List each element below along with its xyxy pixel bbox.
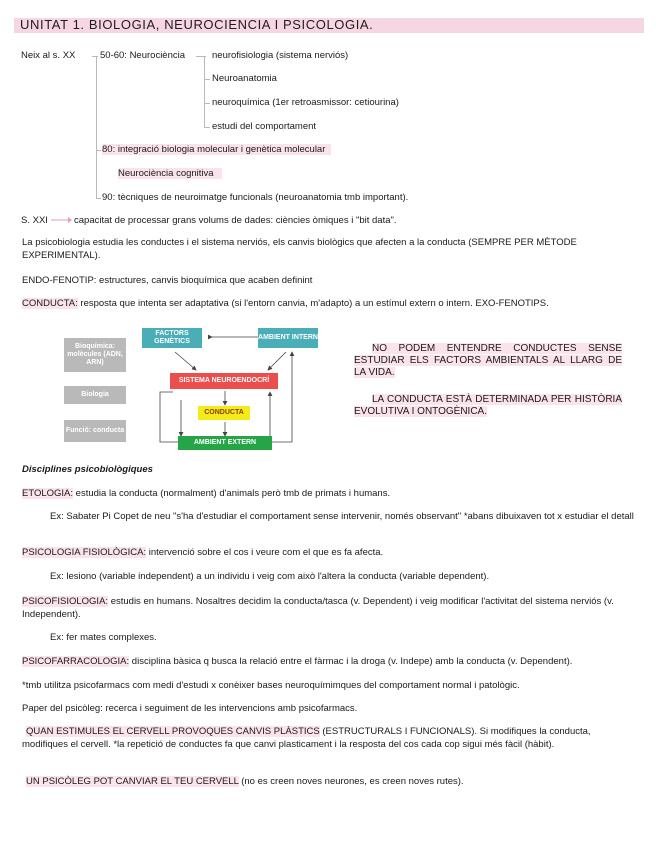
timeline-decade-90: 90: tècniques de neuroimatge funcionals (neuroanatomia tmb important). <box>102 192 409 203</box>
etologia-paragraph: ETOLOGIA: estudia la conducta (normalment) d'animals però tmb de primats i humans. <box>22 488 391 499</box>
conducta-box: CONDUCTA <box>198 406 250 420</box>
conducta-text: resposta que intenta ser adaptativa (si l'entorn canvia, m'adapto) a un estímul extern o intern. EXO-FENOTIPS. <box>77 298 549 309</box>
bioquimica-box: Bioquímica: molècules (ADN, ARN) <box>64 338 126 372</box>
sub-item-1: neurofisiologia (sistema nerviós) <box>212 50 349 61</box>
endo-fenotip-text: estructures, canvis bioquímica que acaben definint <box>96 275 313 286</box>
psicobiologia-paragraph: La psicobiologia estudia les conductes i el sistema nerviós, els canvis biològics que afecten a la conducta (SEMPRE PER MÈTODE EXPERIMENTAL). <box>22 237 577 261</box>
paper-psicoleg: Paper del psicòleg: recerca i seguiment de les intervencions amb psicofarmacs. <box>22 703 358 714</box>
etologia-label: ETOLOGIA: <box>22 488 74 499</box>
page-title: UNITAT 1. BIOLOGIA, NEUROCIENCIA I PSICOLOGIA. <box>20 17 374 32</box>
psicofisiologia-paragraph: PSICOFISIOLOGIA: estudis en humans. Nosaltres decidim la conducta/tasca (v. Dependent) i veig modificar l'activitat del sistema nerviós (v. Independent). <box>22 596 614 620</box>
endo-fenotip-label: ENDO-FENOTIP: <box>22 275 97 286</box>
biologia-box: Biologia <box>64 386 126 404</box>
neurociencia-cognitiva: Neurociència cognitiva <box>118 168 222 179</box>
plasticitat-paragraph: QUAN ESTIMULES EL CERVELL PROVOQUES CANVIS PLÀSTICS (ESTRUCTURALS I FUNCIONALS). Si modifiques la conducta, modifiques el cervell. *la repetició de conductes fa que canvi plasticament i la resposta del cos cada cop sigui més fàcil (hàbit). <box>22 726 591 750</box>
psicoleg-paragraph: UN PSICÒLEG POT CANVIAR EL TEU CERVELL (no es creen noves neurones, es creen noves rutes). <box>26 776 464 787</box>
ambient-extern-box: AMBIENT EXTERN <box>178 436 272 450</box>
factors-genetics-box: FACTORS GENÈTICS <box>142 328 202 348</box>
sub-item-3: neuroquímica (1er retroasmissor: cetiourina) <box>212 97 399 108</box>
sub-item-4: estudi del comportament <box>212 121 317 132</box>
sistema-neuroendocri-box: SISTEMA NEUROENDOCRÍ <box>170 373 278 389</box>
funcio-box: Funció: conducta <box>64 420 126 442</box>
plasticitat-highlight: QUAN ESTIMULES EL CERVELL PROVOQUES CANVIS PLÀSTICS <box>26 726 320 737</box>
ambient-intern-box: AMBIENT INTERN <box>258 328 318 348</box>
psicologia-fisiologica-label: PSICOLOGIA FISIOLÒGICA: <box>22 547 147 558</box>
psicologia-fisiologica-paragraph: PSICOLOGIA FISIOLÒGICA: intervenció sobre el cos i veure com el que es fa afecta. <box>22 547 384 558</box>
side-note-1: NO PODEM ENTENDRE CONDUCTES SENSE ESTUDIAR ELS FACTORS AMBIENTALS AL LLARG DE LA VIDA. <box>354 343 622 378</box>
psicofarmacologia-paragraph: PSICOFARRACOLOGIA: disciplina bàsica q busca la relació entre el fàrmac i la droga (v. Indepe) amb la conducta (v. Dependent). <box>22 656 573 667</box>
etologia-example: Ex: Sabater Pi Copet de neu "s'ha d'estudiar el comportament sense intervenir, només observant" *abans dibuixaven tot x estudiar el detall <box>50 511 634 522</box>
psicoleg-highlight: UN PSICÒLEG POT CANVIAR EL TEU CERVELL <box>26 776 239 787</box>
psicofisiologia-label: PSICOFISIOLOGIA: <box>22 596 109 607</box>
disciplines-heading: Disciplines psicobiològiques <box>22 464 153 475</box>
timeline-decade-80: 80: integració biologia molecular i genètica molecular <box>102 144 331 155</box>
psicofarmacologia-note: *tmb utilitza psicofarmacs com medi d'estudi x conèixer bases neuroquímimques del comportament normal i patològic. <box>22 680 520 691</box>
timeline-century: Neix al s. XX <box>21 50 76 61</box>
conducta-label: CONDUCTA: <box>22 298 78 309</box>
timeline-decade-50: 50-60: Neurociència <box>100 50 186 61</box>
sub-item-2: Neuroanatomia <box>212 73 277 84</box>
s21-label: S. XXI <box>21 215 48 226</box>
psicologia-fisiologica-example: Ex: lesiono (variable independent) a un individu i veig com això l'altera la conducta (variable dependent). <box>50 571 490 582</box>
s21-text: capacitat de processar grans volums de dades: ciències òmiques i "bit data". <box>74 215 397 226</box>
side-note-2: LA CONDUCTA ESTÀ DETERMINADA PER HISTÒRIA EVOLUTIVA I ONTOGÈNICA. <box>354 394 622 417</box>
psicofarmacologia-label: PSICOFARRACOLOGIA: <box>22 656 130 667</box>
psicofisiologia-example: Ex: fer mates complexes. <box>50 632 157 643</box>
